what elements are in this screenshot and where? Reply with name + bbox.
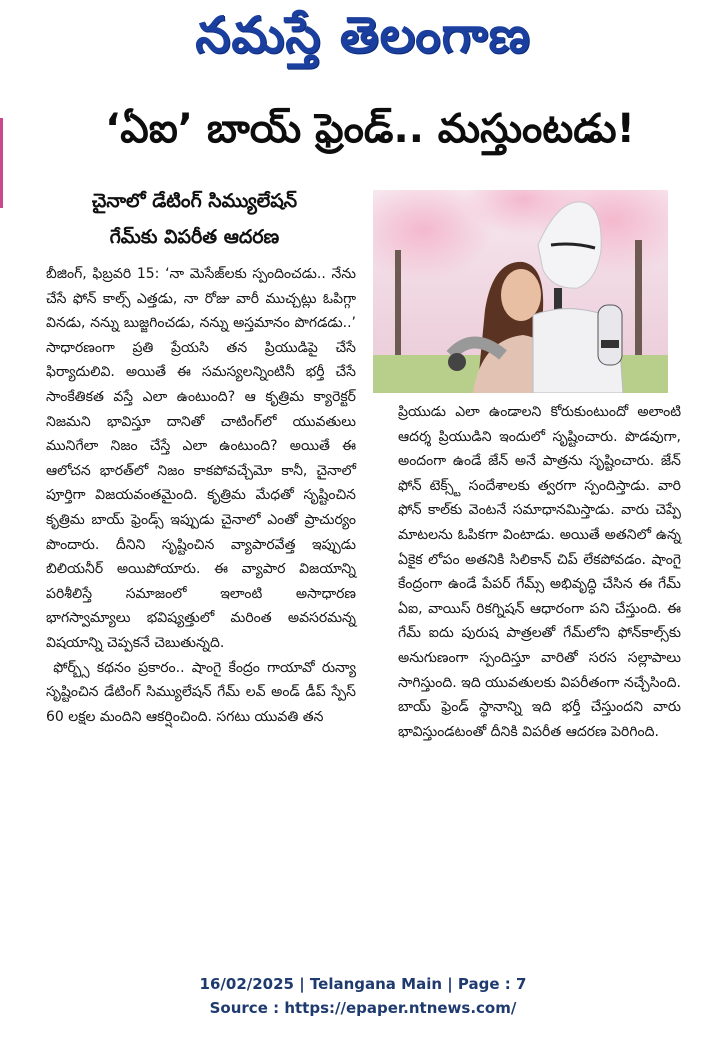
subhead-line-1: చైనాలో డేటింగ్‌ సిమ్యులేషన్‌	[91, 190, 298, 212]
newspaper-logo: నమస్తే తెలంగాణ	[195, 6, 531, 64]
footer-source: Source : https://epaper.ntnews.com/	[209, 999, 517, 1017]
footer-edition-info: 16/02/2025 | Telangana Main | Page : 7	[199, 975, 527, 993]
left-margin-rule	[0, 118, 3, 208]
woman-robot-embrace-photo	[373, 190, 668, 393]
dateline: బీజింగ్‌, ఫిబ్రవరి 15:	[46, 266, 160, 282]
article-column-right	[398, 400, 681, 744]
article-paragraph-1	[46, 262, 356, 656]
subhead-line-2: గేమ్‌కు విపరీత ఆదరణ	[109, 226, 280, 248]
article-headline: ‘ఏఐ’ బాయ్‌ ఫ్రెండ్‌.. మస్తుంటడు!	[105, 106, 635, 152]
article-body-right: ప్రియుడు ఎలా ఉండాలని కోరుకుంటుందో అలాంటి ఆదర్శ ప్రియుడిని ఇందులో సృష్టించారు. పొడవుగా, అందంగా ఉండే జేన్‌ అనే పాత్రను సృష్టించారు. జేన్‌ ఫోన్‌ టెక్స్ట్‌ సందేశాలకు త్వరగా స్పందిస్తాడు. వారి ఫోన్‌ కాల్‌కు వెంటనే సమాధానమిస్తాడు. వారు చెప్పే మాటలను ఓపికగా వింటాడు. అయితే అతనిలో ఉన్న ఏకైక లోపం అతనికి సిలికాన్‌ చిప్‌ లేకపోవడం. షాంగై కేంద్రంగా ఉండే పేపర్‌ గేమ్స్‌ అభివృద్ధి చేసిన ఈ గేమ్‌ ఏఐ, వాయిస్‌ రికగ్నిషన్‌ ఆధారంగా పని చేస్తుంది. ఈ గేమ్‌ ఐదు పురుష పాత్రలతో గేమ్‌లోని ఫోన్‌కాల్స్‌కు అనుగుణంగా స్పందిస్తూ వారితో సరస సల్లాపాలు సాగిస్తుంది. ఇది యువతులకు విపరీతంగా నచ్చేసింది. బాయ్‌ ఫ్రెండ్‌ స్థానాన్ని ఇది భర్తీ చేస్తుందని వారు భావిస్తుండటంతో దీనికి విపరీత ఆదరణ పెరిగింది.	[398, 404, 681, 740]
article-paragraph-2	[46, 656, 356, 730]
article-photo	[373, 190, 668, 393]
article-body-left: ‘నా మెసేజ్‌లకు స్పందించడు.. నేను చేసే ఫోన్‌ కాల్స్‌ ఎత్తడు, నా రోజు వారీ ముచ్చట్లు ఓపిగ్గా వినడు, నన్ను బుజ్జగించడు, నన్ను అస్తమానం పొగడడు..’ సాధారణంగా ప్రతి ప్రేయసి తన ప్రియుడిపై చేసే ఫిర్యాదులివి. అయితే ఈ సమస్యలన్నింటినీ భర్తీ చేసే సాంకేతికత వస్తే ఎలా ఉంటుంది? ఆ కృత్రిమ క్యారెక్టర్‌ నిజమని భావిస్తూ దానితో చాటింగ్‌లో యువతులు మునిగేలా నిజం చేస్తే ఎలా ఉంటుంది? అయితే ఈ ఆలోచన భారత్‌లో నిజం కాకపోవచ్చేమో కానీ, చైనాలో పూర్తిగా విజయవంతమైంది. కృత్రిమ మేధతో సృష్టించిన కృత్రిమ బాయ్‌ ఫ్రెండ్స్‌ ఇప్పుడు చైనాలో ఎంతో ప్రాచుర్యం పొందారు. దీనిని సృష్టించిన వ్యాపారవేత్త ఇప్పుడు బిలియనీర్‌ అయిపోయారు. ఈ వ్యాపార విజయాన్ని పరిశీలిస్తే సమాజంలో ఇలాంటి అసాధారణ భాగస్వామ్యాలు భవిష్యత్తులో మరింత అవసరమన్న విషయాన్ని చెప్పకనే చెబుతున్నది.	[46, 266, 356, 651]
article-column-left	[46, 262, 356, 729]
masthead	[0, 0, 726, 78]
article-subhead	[22, 183, 367, 255]
article-body-left-2: ఫోర్బ్స్‌ కథనం ప్రకారం.. షాంగై కేంద్రం గాయావో రున్యా సృష్టించిన డేటింగ్‌ సిమ్యులేషన్‌ గేమ్‌ లవ్‌ అండ్‌ డీప్‌ స్పేస్‌ 60 లక్షల మందిని ఆకర్షించింది. సగటు యువతి తన	[46, 659, 357, 725]
